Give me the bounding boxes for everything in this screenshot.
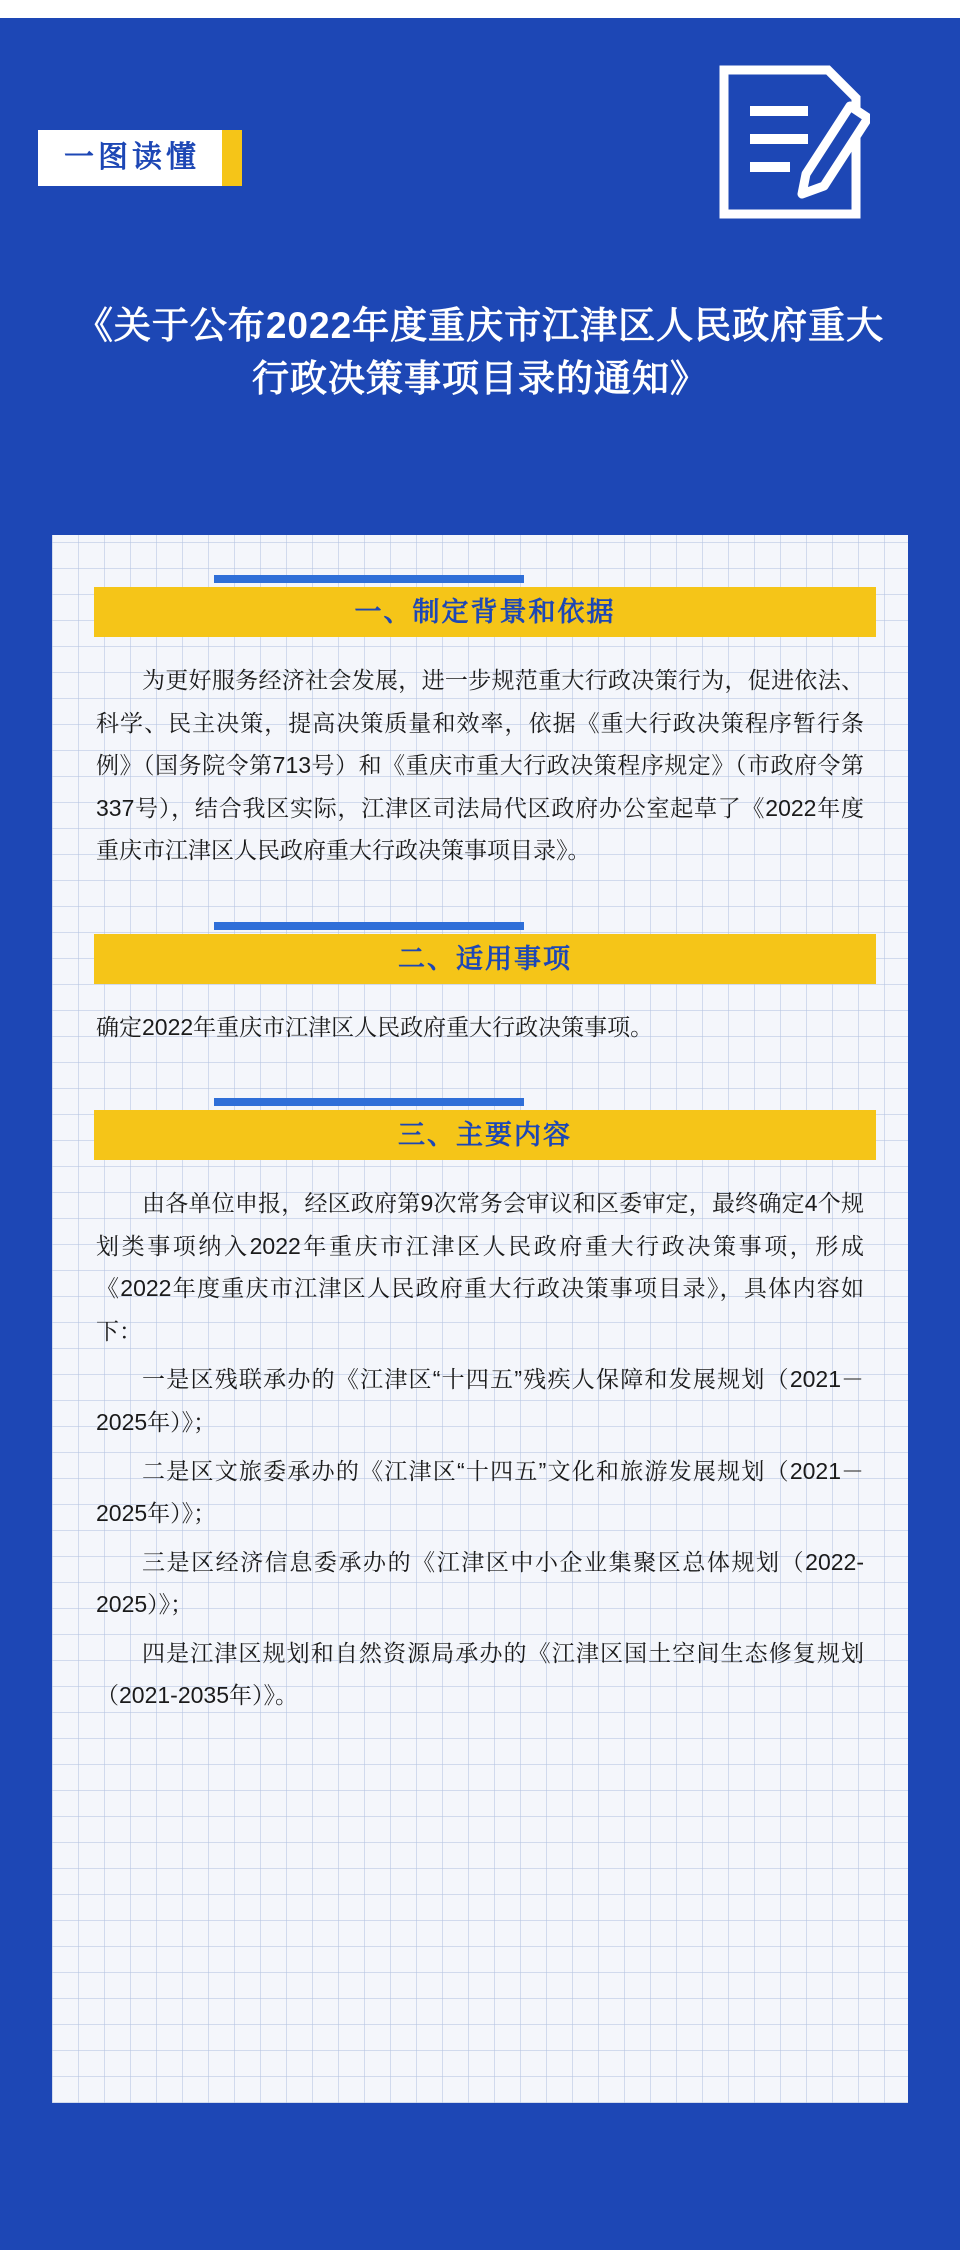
section-2-header [94, 922, 876, 984]
section-3-body [96, 1182, 864, 1717]
section-2 [52, 922, 908, 1049]
section-3 [52, 1098, 908, 1717]
section-3-paragraph-3: 二是区文旅委承办的《江津区“十四五”文化和旅游发展规划（2021－2025年）》； [96, 1457, 864, 1527]
section-2-body [96, 1006, 864, 1049]
bottom-white-strip [0, 2250, 960, 2268]
section-1-header [94, 575, 876, 637]
badge-accent-block [222, 130, 242, 186]
section-3-paragraph-1: 由各单位申报，经区政府第9次常务会审议和区委审定，最终确定4个规划类事项纳入2022年重庆市江津区人民政府重大行政决策事项，形成《2022年度重庆市江津区人民政府重大行政决策事项目录》，具体内容如下： [96, 1190, 864, 1344]
top-white-strip [0, 0, 960, 18]
section-3-header [94, 1098, 876, 1160]
section-2-blue-bar [214, 922, 524, 930]
spacer-1 [52, 886, 908, 922]
section-3-blue-bar [214, 1098, 524, 1106]
section-1-body [96, 659, 864, 872]
section-3-paragraph-4: 三是区经济信息委承办的《江津区中小企业集聚区总体规划（2022-2025）》； [96, 1548, 864, 1618]
badge [38, 130, 242, 186]
spacer-2 [52, 1062, 908, 1098]
section-2-title: 二、适用事项 [398, 943, 572, 974]
section-1 [52, 575, 908, 872]
page-title: 《关于公布2022年度重庆市江津区人民政府重大行政决策事项目录的通知》 [75, 305, 885, 399]
section-1-title: 一、制定背景和依据 [354, 597, 616, 627]
section-3-paragraph-5: 四是江津区规划和自然资源局承办的《江津区国土空间生态修复规划（2021-2035年）》。 [96, 1639, 864, 1709]
section-3-title: 三、主要内容 [398, 1120, 572, 1151]
section-1-paragraph-1: 为更好服务经济社会发展，进一步规范重大行政决策行为，促进依法、科学、民主决策，提高决策质量和效率，依据《重大行政决策程序暂行条例》（国务院令第713号）和《重庆市重大行政决策程序规定》（市政府令第337号），结合我区实际，江津区司法局代区政府办公室起草了《2022年度重庆市江津区人民政府重大行政决策事项目录》。 [96, 667, 864, 864]
section-2-paragraph-1: 确定2022年重庆市江津区人民政府重大行政决策事项。 [96, 1013, 654, 1040]
section-3-paragraph-2: 一是区残联承办的《江津区“十四五”残疾人保障和发展规划（2021－2025年）》； [96, 1366, 864, 1436]
badge-label: 一图读懂 [38, 130, 222, 186]
section-1-blue-bar [214, 575, 524, 583]
document-pen-icon [710, 62, 870, 222]
content-card [52, 535, 908, 2103]
